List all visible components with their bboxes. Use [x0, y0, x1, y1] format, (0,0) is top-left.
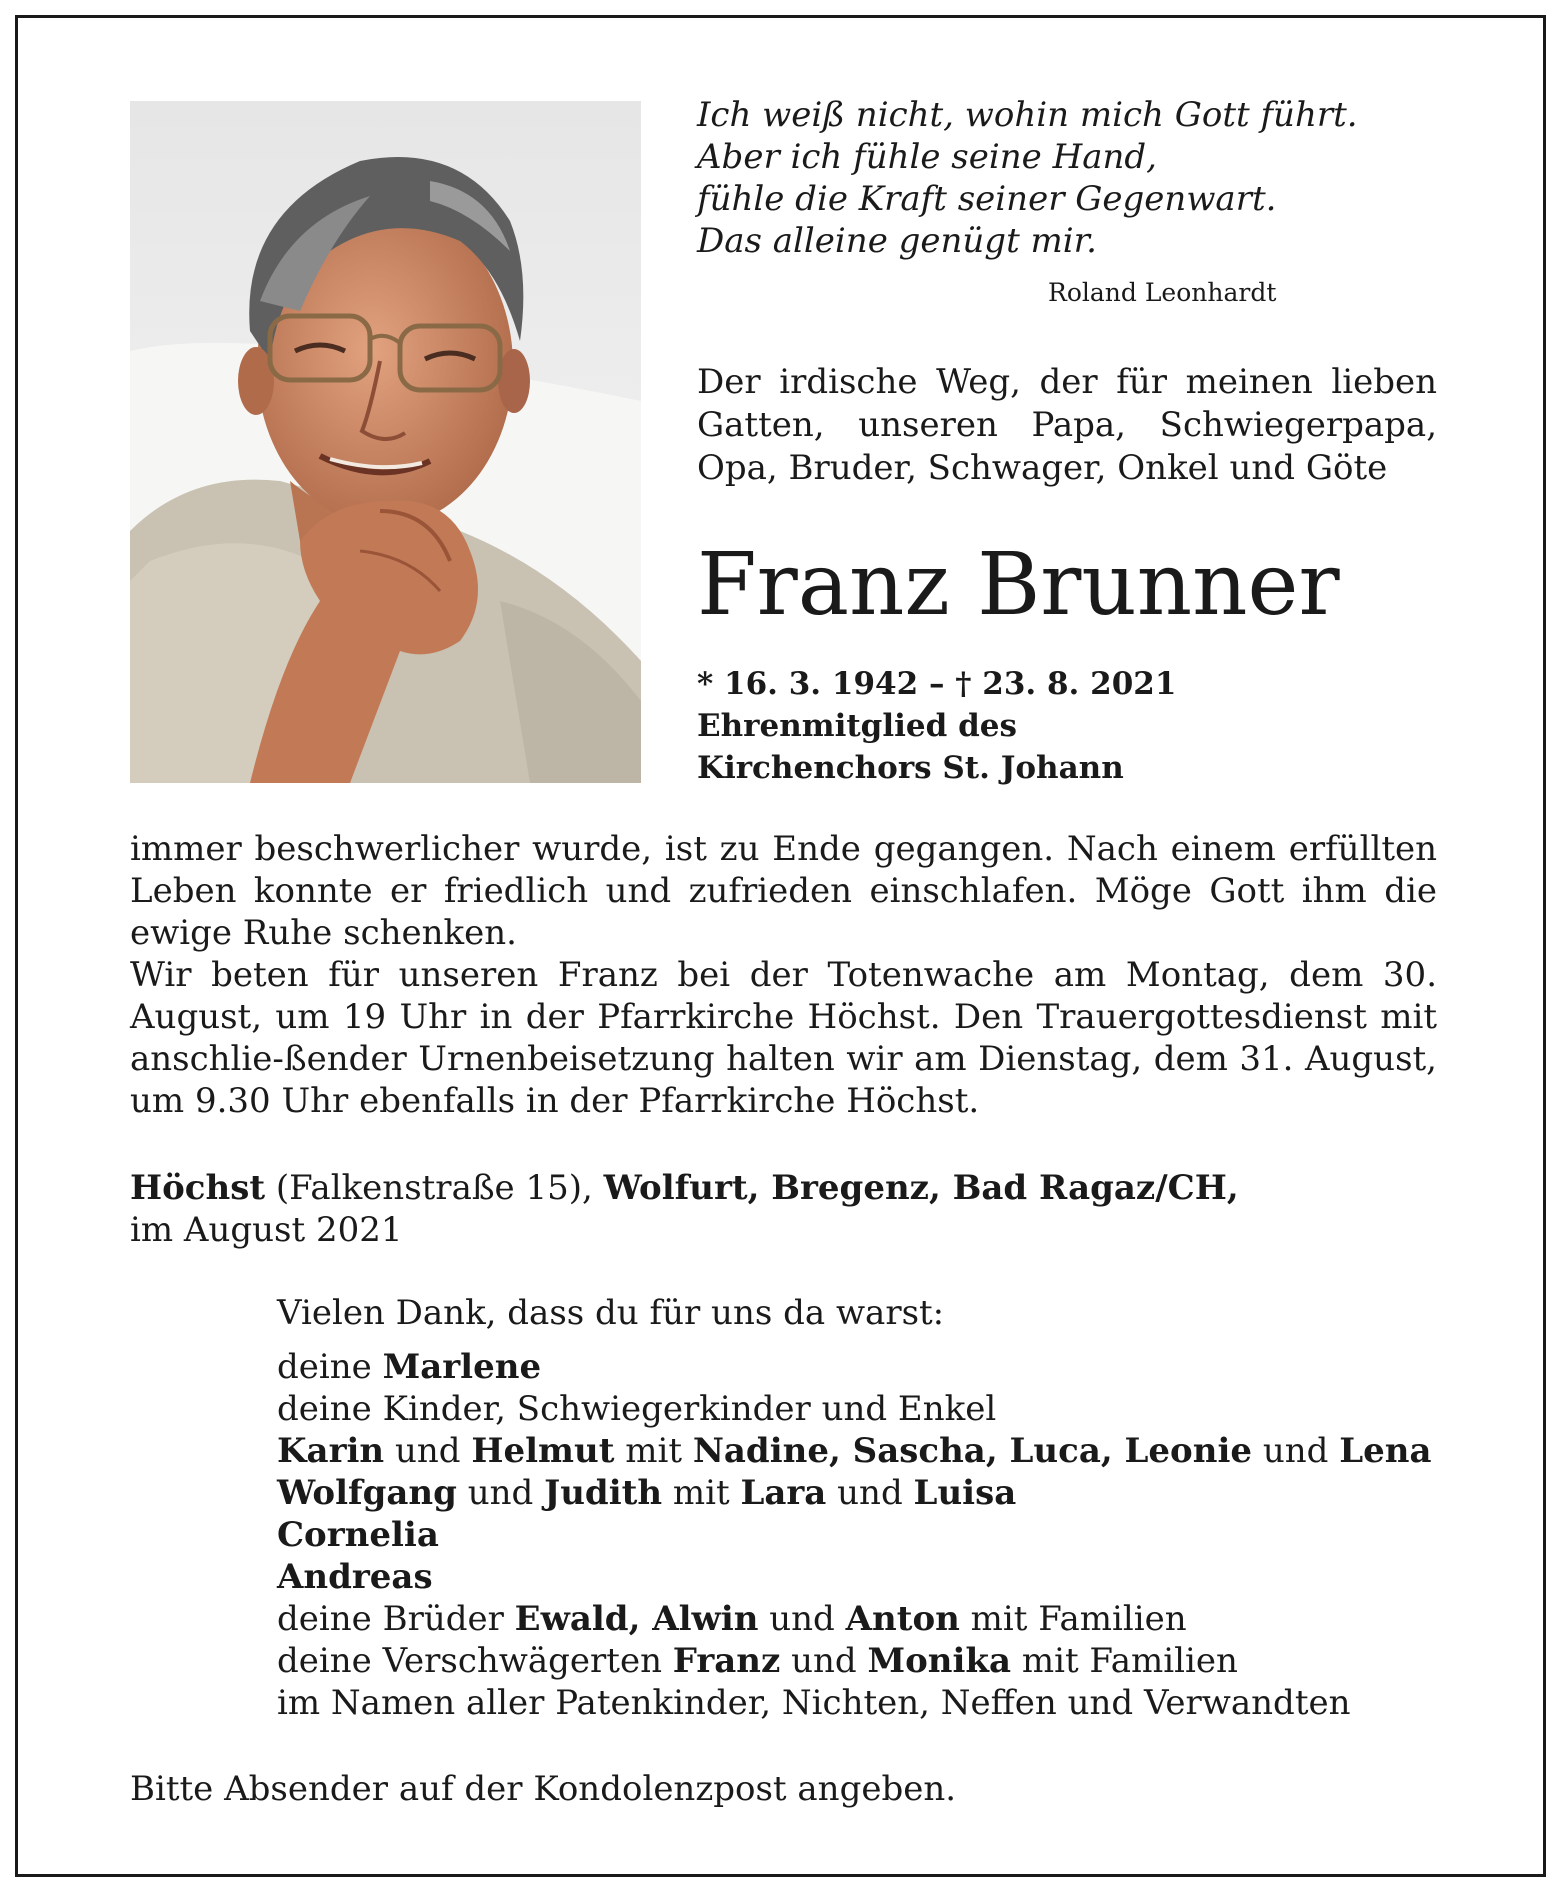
andreas-line [277, 1556, 1432, 1598]
name: Wolfgang [277, 1473, 457, 1513]
life-dates-block [697, 663, 1176, 789]
inlaws-line [277, 1640, 1432, 1682]
name: Ewald, Alwin [514, 1599, 759, 1639]
text: und [758, 1599, 846, 1639]
quote-line: Das alleine genügt mir. [697, 221, 1097, 261]
name: Anton [845, 1599, 960, 1639]
text: und [826, 1473, 914, 1513]
text: deine Verschwägerten [277, 1641, 673, 1681]
portrait-photo [130, 101, 641, 783]
name: Luisa [913, 1473, 1017, 1513]
places-block [130, 1167, 1239, 1251]
name-wife: Marlene [382, 1347, 542, 1387]
text: deine Brüder [277, 1599, 515, 1639]
name: Judith [544, 1473, 663, 1513]
name: Helmut [471, 1431, 615, 1471]
text: und [1252, 1431, 1340, 1471]
name: Lara [740, 1473, 827, 1513]
name: Karin [277, 1431, 385, 1471]
text: mit [614, 1431, 693, 1471]
text: deine [277, 1347, 383, 1387]
announcement-text [130, 828, 1437, 1122]
text: und [456, 1473, 545, 1513]
place-date: im August 2021 [130, 1210, 403, 1250]
wake-paragraph: Wir beten für unseren Franz bei der Totenwache am Montag, dem 30. August, um 19 Uhr in der Pfarrkirche Höchst. Den Trauergottesdienst mit anschlie-ßender Urnenbeisetzung halten wir am Dienstag, dem 31. August, um 9.30 Uhr ebenfalls in der Pfarrkirche Höchst. [130, 955, 1437, 1121]
thanks-line: Vielen Dank, dass du für uns da warst: [277, 1293, 945, 1333]
name: Monika [867, 1641, 1012, 1681]
karin-line [277, 1430, 1432, 1472]
honor-line: Kirchenchors St. Johann [697, 750, 1124, 786]
text: mit Familien [1011, 1641, 1238, 1681]
name: Franz [672, 1641, 781, 1681]
brothers-line [277, 1598, 1432, 1640]
deceased-name: Franz Brunner [697, 535, 1340, 635]
footer-note: Bitte Absender auf der Kondolenzpost angeben. [130, 1769, 957, 1809]
quote-line: Ich weiß nicht, wohin mich Gott führt. [697, 95, 1358, 135]
family-block [277, 1292, 1432, 1724]
wolfgang-line [277, 1472, 1432, 1514]
place-town: Höchst [130, 1168, 266, 1208]
quote-line: Aber ich fühle seine Hand, [697, 137, 1157, 177]
text: mit [662, 1473, 741, 1513]
place-others: Wolfurt, Bregenz, Bad Ragaz/CH, [603, 1168, 1239, 1208]
text: und [384, 1431, 472, 1471]
places-line [130, 1167, 1239, 1209]
honor-line: Ehrenmitglied des [697, 708, 1017, 744]
name: Cornelia [277, 1515, 439, 1555]
text: mit Familien [959, 1599, 1187, 1639]
intro-text: Der irdische Weg, der für meinen lieben Gatten, unseren Papa, Schwiegerpapa, Opa, Bruder, Schwager, Onkel und Göte [697, 362, 1437, 488]
children-line: deine Kinder, Schwiegerkinder und Enkel [277, 1389, 997, 1429]
cornelia-line [277, 1514, 1432, 1556]
quote-author: Roland Leonhardt [1048, 278, 1277, 307]
wife-line [277, 1346, 1432, 1388]
portrait-illustration [130, 101, 641, 783]
quote-block [697, 94, 1437, 262]
name: Nadine, Sascha, Luca, Leonie [692, 1431, 1253, 1471]
life-dates: * 16. 3. 1942 – † 23. 8. 2021 [697, 666, 1177, 702]
quote-line: fühle die Kraft seiner Gegenwart. [697, 179, 1277, 219]
relatives-line: im Namen aller Patenkinder, Nichten, Neffen und Verwandten [277, 1683, 1351, 1723]
announcement-paragraph: immer beschwerlicher wurde, ist zu Ende gegangen. Nach einem erfüllten Leben konnte er friedlich und zufrieden einschlafen. Möge Gott ihm die ewige Ruhe schenken. [130, 829, 1437, 953]
place-address: (Falkenstraße 15), [265, 1168, 604, 1208]
name: Lena [1339, 1431, 1432, 1471]
text: und [780, 1641, 868, 1681]
name: Andreas [277, 1557, 433, 1597]
